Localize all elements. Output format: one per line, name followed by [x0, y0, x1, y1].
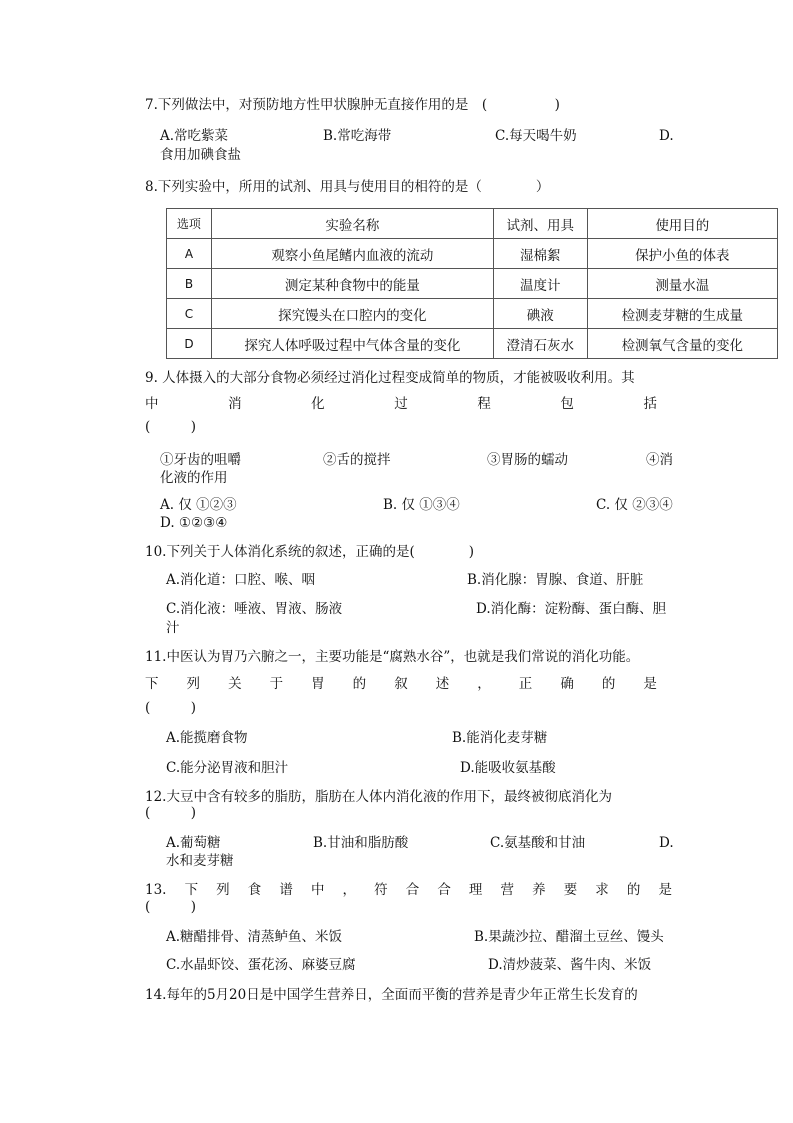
q13-char: 养	[532, 882, 546, 898]
table-header-row	[167, 209, 778, 239]
table-header-cell: 使用目的	[587, 209, 777, 239]
table-cell: 探究人体呼吸过程中气体含量的变化	[211, 329, 493, 359]
table-cell: C	[167, 299, 212, 329]
q11-char: 下	[145, 676, 159, 692]
q9-stem-line1: 9. 人体摄入的大部分食物必须经过消化过程变成简单的物质，才能被吸收利用。其	[145, 370, 635, 386]
q11-char: 列	[186, 676, 201, 692]
q11-char: 确	[560, 676, 574, 692]
q11-option-d: D.能吸收氨基酸	[460, 760, 556, 776]
table-cell: 保护小鱼的体表	[587, 239, 777, 269]
q13-char: 符	[374, 882, 388, 898]
q13-char: 理	[468, 882, 483, 898]
q13-char: 13.	[145, 882, 167, 898]
q12-option-d-continued: 水和麦芽糖	[166, 853, 234, 869]
q8-stem: 8.下列实验中，所用的试剂、用具与使用目的相符的是（ ）	[145, 179, 550, 195]
q13-char: 要	[563, 882, 578, 898]
q7-stem: 7.下列做法中，对预防地方性甲状腺肿无直接作用的是 ( )	[145, 97, 560, 113]
q13-option-a: A.糖醋排骨、清蒸鲈鱼、米饭	[166, 929, 343, 945]
q7-option-d: D.	[659, 128, 674, 144]
q11-char: 述	[435, 676, 450, 692]
q13-stem-line1	[145, 881, 672, 899]
q11-option-a: A.能揽磨食物	[166, 730, 248, 746]
table-row	[167, 269, 778, 299]
q9-item-2: ②舌的搅拌	[323, 452, 391, 468]
q13-option-d: D.清炒菠菜、酱牛肉、米饭	[488, 957, 652, 973]
q11-option-c: C.能分泌胃液和胆汁	[166, 760, 289, 776]
table-cell: B	[167, 269, 212, 299]
q8-experiment-table	[166, 208, 778, 359]
q13-char: 列	[216, 882, 230, 898]
table-header-cell: 实验名称	[211, 209, 493, 239]
q13-char: 谱	[279, 882, 293, 898]
table-cell: A	[167, 239, 212, 269]
q11-char: 正	[518, 676, 533, 692]
q7-option-d-continued: 食用加碘食盐	[160, 147, 241, 163]
q7-option-b: B.常吃海带	[323, 128, 392, 144]
q9-item-4-continued: 化液的作用	[160, 470, 228, 486]
q11-char: 关	[228, 676, 242, 692]
q9-char: 过	[394, 396, 408, 412]
table-cell: 测定某种食物中的能量	[211, 269, 493, 299]
table-cell: 澄清石灰水	[493, 329, 587, 359]
q7-option-c: C.每天喝牛奶	[495, 128, 577, 144]
q7-option-a: A.常吃紫菜	[160, 128, 229, 144]
q14-stem: 14.每年的5月20日是中国学生营养日，全面而平衡的营养是青少年正常生长发育的	[145, 987, 638, 1003]
q9-char: 中	[145, 396, 159, 412]
q11-char: ，	[477, 676, 491, 692]
q10-option-b: B.消化腺：胃腺、食道、肝脏	[467, 572, 644, 588]
q12-stem: 12.大豆中含有较多的脂肪，脂肪在人体内消化液的作用下，最终被彻底消化为	[145, 789, 612, 805]
q12-option-b: B.甘油和脂肪酸	[313, 835, 409, 851]
q9-char: 括	[643, 396, 657, 412]
q9-item-1: ①牙齿的咀嚼	[160, 452, 241, 468]
q11-stem-line1: 11.中医认为胃乃六腑之一，主要功能是“腐熟水谷”，也就是我们常说的消化功能。	[145, 649, 640, 665]
q11-option-b: B.能消化麦芽糖	[452, 730, 548, 746]
q12-answer-paren: ( )	[145, 805, 197, 821]
q13-char: 是	[658, 882, 672, 898]
q13-option-b: B.果蔬沙拉、醋溜土豆丝、馒头	[474, 929, 664, 945]
table-row	[167, 329, 778, 359]
q9-char: 程	[477, 396, 491, 412]
table-row	[167, 299, 778, 329]
q10-option-a: A.消化道：口腔、喉、咽	[166, 572, 316, 588]
q11-answer-paren: ( )	[145, 700, 197, 716]
table-cell: D	[167, 329, 212, 359]
q13-char: 下	[184, 882, 199, 898]
q11-char: 叙	[394, 676, 408, 692]
q13-char: 食	[247, 882, 262, 898]
q9-answer-paren: ( )	[145, 419, 197, 435]
q11-char: 胃	[311, 676, 325, 692]
table-row	[167, 239, 778, 269]
q13-char: 求	[595, 882, 609, 898]
table-header-cell: 选项	[167, 209, 212, 239]
q13-char: ，	[342, 882, 357, 898]
q10-option-c: C.消化液：唾液、胃液、肠液	[166, 601, 343, 617]
q9-char: 包	[560, 396, 574, 412]
table-cell: 碘液	[493, 299, 587, 329]
table-cell: 探究馒头在口腔内的变化	[211, 299, 493, 329]
q11-stem-line2	[145, 675, 657, 693]
q9-item-3: ③胃肠的蠕动	[487, 452, 568, 468]
q9-option-a: A. 仅 ①②③	[160, 497, 237, 513]
q9-char: 消	[228, 396, 242, 412]
table-cell: 检测氧气含量的变化	[587, 329, 777, 359]
q12-option-d: D.	[659, 835, 674, 851]
table-header-cell: 试剂、用具	[493, 209, 587, 239]
q13-char: 的	[626, 882, 641, 898]
table-cell: 观察小鱼尾鳍内血液的流动	[211, 239, 493, 269]
q13-char: 合	[437, 882, 451, 898]
q9-char: 化	[311, 396, 325, 412]
q12-option-a: A.葡萄糖	[166, 835, 221, 851]
q13-answer-paren: ( )	[145, 899, 197, 915]
q9-option-c: C. 仅 ②③④	[596, 497, 673, 513]
q9-stem-line2	[145, 395, 657, 413]
q13-char: 中	[310, 882, 325, 898]
q9-option-d: D. ①②③④	[160, 515, 228, 531]
table-cell: 湿棉絮	[493, 239, 587, 269]
q13-char: 合	[405, 882, 420, 898]
table-cell: 测量水温	[587, 269, 777, 299]
q12-option-c: C.氨基酸和甘油	[490, 835, 586, 851]
table-cell: 温度计	[493, 269, 587, 299]
q11-char: 于	[269, 676, 284, 692]
q10-option-d-continued: 汁	[166, 620, 180, 636]
q11-char: 的	[352, 676, 367, 692]
q10-option-d: D.消化酶：淀粉酶、蛋白酶、胆	[476, 601, 667, 617]
q13-option-c: C.水晶虾饺、蛋花汤、麻婆豆腐	[166, 957, 356, 973]
table-cell: 检测麦芽糖的生成量	[587, 299, 777, 329]
q11-char: 是	[643, 676, 657, 692]
q10-stem: 10.下列关于人体消化系统的叙述，正确的是( )	[145, 544, 475, 560]
q9-item-4: ④消	[646, 452, 673, 468]
q13-char: 营	[500, 882, 515, 898]
q11-char: 的	[601, 676, 616, 692]
q9-option-b: B. 仅 ①③④	[383, 497, 460, 513]
